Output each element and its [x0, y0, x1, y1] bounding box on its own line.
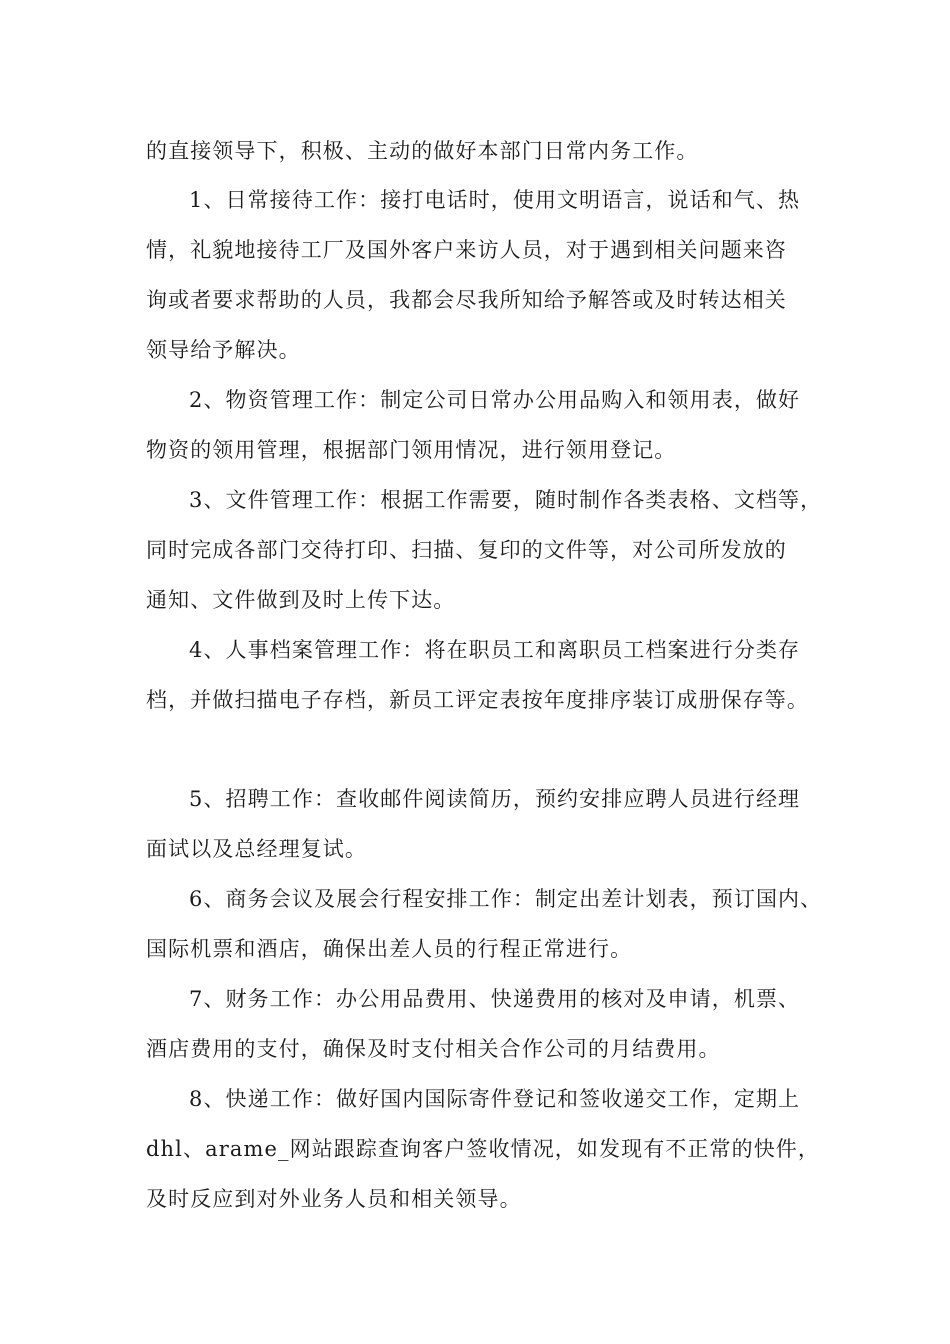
text-line: 领导给予解决。 [146, 338, 301, 362]
text-line: 面试以及总经理复试。 [146, 837, 367, 861]
text-line: 1、日常接待工作：接打电话时，使用文明语言，说话和气、热 [189, 188, 801, 212]
text-line: 5、招聘工作：查收邮件阅读简历，预约安排应聘人员进行经理 [189, 787, 801, 811]
text-line: 3、文件管理工作：根据工作需要，随时制作各类表格、文档等， [189, 488, 823, 512]
text-line: 询或者要求帮助的人员，我都会尽我所知给予解答或及时转达相关 [146, 288, 787, 312]
text-line: 物资的领用管理，根据部门领用情况，进行领用登记。 [146, 438, 677, 462]
text-line: 情，礼貌地接待工厂及国外客户来访人员，对于遇到相关问题来咨 [146, 238, 787, 262]
text-line: 及时反应到对外业务人员和相关领导。 [146, 1187, 522, 1211]
text-line: 4、人事档案管理工作：将在职员工和离职员工档案进行分类存 [189, 638, 801, 662]
text-line: dhl、arame_网站跟踪查询客户签收情况，如发现有不正常的快件， [146, 1137, 821, 1161]
text-line: 6、商务会议及展会行程安排工作：制定出差计划表，预订国内、 [189, 887, 823, 911]
text-line: 酒店费用的支付，确保及时支付相关合作公司的月结费用。 [146, 1037, 721, 1061]
text-line: 档，并做扫描电子存档，新员工评定表按年度排序装订成册保存等。 [146, 688, 809, 712]
text-line: 国际机票和酒店，确保出差人员的行程正常进行。 [146, 937, 633, 961]
text-line: 同时完成各部门交待打印、扫描、复印的文件等，对公司所发放的 [146, 538, 787, 562]
text-line: 通知、文件做到及时上传下达。 [146, 588, 456, 612]
text-line: 的直接领导下，积极、主动的做好本部门日常内务工作。 [146, 139, 699, 163]
text-line: 2、物资管理工作：制定公司日常办公用品购入和领用表，做好 [189, 388, 801, 412]
text-line: 8、快递工作：做好国内国际寄件登记和签收递交工作，定期上 [189, 1087, 801, 1111]
text-line: 7、财务工作：办公用品费用、快递费用的核对及申请，机票、 [189, 987, 801, 1011]
